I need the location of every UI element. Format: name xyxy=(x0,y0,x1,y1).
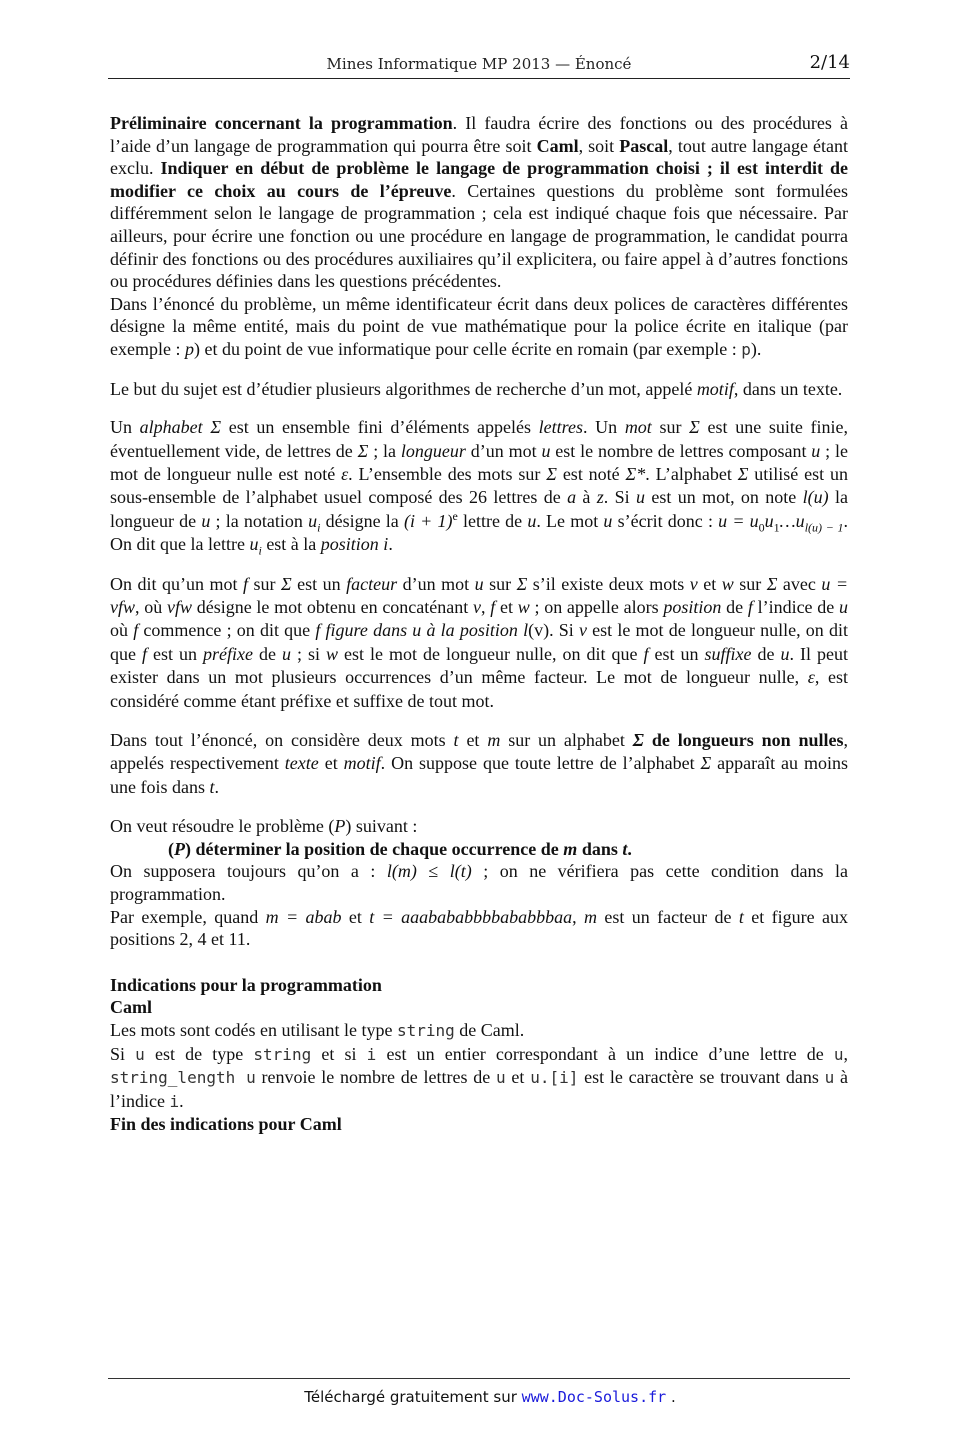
text-run: v xyxy=(689,573,698,594)
text-run: (i + 1) xyxy=(403,510,453,531)
text-run: est un entier correspondant à un indice d’une lettre de xyxy=(376,1043,834,1064)
text-run: Σ xyxy=(546,463,557,484)
text-run: ; la notation xyxy=(210,510,309,531)
text-run: à xyxy=(576,487,597,508)
indications-line-2 xyxy=(110,1043,848,1114)
probleme-statement: (P) déterminer la position de chaque occurrence de m dans t. xyxy=(168,838,632,859)
text-run: ; la xyxy=(368,440,401,461)
text-run: position i xyxy=(320,534,389,555)
paragraph-alphabet xyxy=(110,416,848,556)
text-run: lettre de xyxy=(457,510,528,531)
text-run: apparaît au moins une fois dans xyxy=(110,753,848,797)
text-run: alphabet xyxy=(139,417,203,438)
text-run: déterminer la position de chaque occurrence de xyxy=(191,838,564,859)
text-run: l’indice de xyxy=(752,596,840,617)
text-run: Σ xyxy=(210,417,222,438)
text-run: f xyxy=(133,620,139,641)
text-run: string xyxy=(253,1044,312,1064)
text-run: 1 xyxy=(773,520,780,535)
text-run: , où xyxy=(135,596,167,617)
text-run: Les mots sont codés en utilisant le type xyxy=(110,1019,397,1040)
text-run: , dans un texte. xyxy=(733,378,843,399)
text-run: est un xyxy=(147,643,204,664)
text-run: l(u) − 1 xyxy=(804,520,844,535)
text-run: ε xyxy=(807,667,815,688)
text-run: est le mot de longueur nulle, on dit que xyxy=(338,643,644,664)
text-run: u xyxy=(603,510,613,531)
text-run: string_length u xyxy=(110,1068,256,1088)
text-run: i xyxy=(169,1091,180,1111)
text-run: f xyxy=(242,573,248,594)
header-title: Mines Informatique MP 2013 — Énoncé xyxy=(326,55,632,73)
indications-line-1 xyxy=(110,1019,848,1043)
probleme-exemple xyxy=(110,906,848,951)
text-run: Le but du sujet est d’étudier plusieurs algorithmes de recherche d’un mot, appelé xyxy=(110,378,697,399)
text-run: . Si xyxy=(603,487,637,508)
text-run: . On suppose que toute lettre de l’alphabet xyxy=(380,753,701,774)
text-run: lettres xyxy=(538,417,583,438)
text-run: Caml xyxy=(110,997,152,1018)
text-run: ) et du point de vue informatique pour celle écrite en romain (par exemple : xyxy=(193,338,742,359)
text-run: sur xyxy=(247,573,281,594)
text-run: f figure dans u à la position l xyxy=(315,620,529,641)
text-run: Pascal xyxy=(619,135,669,156)
paragraph-but xyxy=(110,378,848,401)
text-run: u xyxy=(308,510,318,531)
text-run: Indiquer en début de problème le langage de programmation choisi ; il est interdit de modifier ce choix au cours de l’épreuve xyxy=(110,158,848,201)
text-run: ε xyxy=(341,463,349,484)
text-run: d’un mot xyxy=(397,573,475,594)
indications-fin xyxy=(110,1113,848,1136)
text-run: u xyxy=(282,643,291,664)
text-run: Fin des indications pour Caml xyxy=(110,1114,342,1135)
text-run: u = vfw xyxy=(110,573,849,617)
text-run xyxy=(805,520,844,534)
text-run: sur xyxy=(651,417,690,438)
text-run: , appelés respectivement xyxy=(110,730,848,774)
text-run: ; le mot de longueur nulle est noté xyxy=(110,440,848,484)
text-run: a xyxy=(567,487,577,508)
text-run: . L’ensemble des mots sur xyxy=(348,463,547,484)
paragraph-enonce xyxy=(110,729,848,799)
text-run: et xyxy=(318,753,344,774)
text-run: , xyxy=(843,1043,848,1064)
text-run: et xyxy=(505,1067,531,1088)
text-run: est de type xyxy=(144,1043,254,1064)
text-run: est un xyxy=(648,643,705,664)
text-run: longueur xyxy=(400,440,466,461)
text-run: On supposera toujours qu’on a : xyxy=(110,861,387,882)
text-run: Un xyxy=(110,417,140,438)
text-run: , soit xyxy=(578,135,620,156)
page-number: 2/14 xyxy=(809,52,850,73)
text-run: est un facteur de xyxy=(597,906,739,927)
text-run: . Le mot xyxy=(536,510,604,531)
paragraph-police xyxy=(110,293,848,362)
text-run: position xyxy=(663,596,722,617)
text-run: texte xyxy=(284,753,319,774)
text-run: Σ xyxy=(516,573,528,594)
preliminaire-title: Préliminaire concernant la programmation xyxy=(110,113,453,133)
text-run: désigne le mot obtenu en concaténant xyxy=(191,596,473,617)
text-run: Indications pour la programmation xyxy=(110,974,382,995)
page-body xyxy=(110,112,848,1136)
text-run: . xyxy=(179,1090,184,1111)
text-run: Si xyxy=(110,1043,136,1064)
text-run: u xyxy=(833,1044,844,1064)
text-run: u xyxy=(201,510,211,531)
text-run: t xyxy=(453,730,459,750)
text-run: u xyxy=(474,573,484,594)
text-run: t xyxy=(738,906,744,927)
text-run: . On dit que la lettre xyxy=(110,510,848,555)
text-run: v xyxy=(578,620,587,641)
text-run: . Il faudra écrire des fonctions ou des procédures à l’aide d’un langage de programmation qui pourra être soit xyxy=(110,113,848,156)
text-run: u.[i] xyxy=(530,1068,579,1088)
text-run: Σ xyxy=(700,753,712,774)
text-run: ; si xyxy=(291,643,327,664)
text-run: sur un alphabet xyxy=(500,730,633,750)
text-run: et xyxy=(697,573,722,594)
paragraph-preliminaire xyxy=(110,112,848,293)
page-header xyxy=(108,52,850,79)
footer-divider xyxy=(108,1378,850,1379)
text-run: m xyxy=(584,906,598,927)
text-run: u xyxy=(839,596,849,617)
text-run: Caml xyxy=(536,135,579,156)
text-run: est le nombre de lettres composant xyxy=(550,440,812,461)
text-run: On veut résoudre le problème ( xyxy=(110,816,335,837)
text-run: Dans tout l’énoncé, on considère deux mots xyxy=(110,730,454,750)
text-run: . Un xyxy=(582,417,625,438)
text-run: facteur xyxy=(346,573,398,594)
text-run: Par exemple, quand xyxy=(110,906,266,927)
text-run: l(u) xyxy=(802,487,829,508)
text-run: f xyxy=(490,596,496,617)
text-run: Σ xyxy=(632,730,644,750)
text-run: avec xyxy=(777,573,822,594)
text-run: et xyxy=(495,596,518,617)
text-run: Σ xyxy=(766,573,778,594)
text-run: u xyxy=(636,487,646,508)
text-run: . xyxy=(388,534,393,555)
text-run: de Caml. xyxy=(454,1019,525,1040)
text-run: renvoie le nombre de lettres de xyxy=(255,1067,497,1088)
text-run: string xyxy=(396,1020,455,1040)
text-run: p xyxy=(741,339,751,359)
text-run: u xyxy=(527,510,537,531)
text-run: est un mot, on note xyxy=(645,487,803,508)
probleme-intro xyxy=(110,815,848,838)
text-run: s’écrit donc : xyxy=(612,510,719,531)
indications-caml-heading xyxy=(110,996,848,1019)
text-run: et si xyxy=(311,1043,367,1064)
text-run: f xyxy=(142,643,148,664)
text-run: dans xyxy=(577,838,623,859)
text-run: u = u xyxy=(718,510,759,531)
text-run: ). xyxy=(750,338,762,359)
text-run: m xyxy=(487,730,501,750)
text-run: est noté xyxy=(556,463,626,484)
text-run: m = abab xyxy=(265,906,342,927)
text-run: commence ; on dit que xyxy=(138,620,316,641)
text-run: f xyxy=(747,596,753,617)
text-run: à l’indice xyxy=(110,1067,848,1111)
text-run: . xyxy=(214,776,219,797)
text-run: ; on appelle alors xyxy=(529,596,664,617)
text-run: i xyxy=(258,543,262,558)
text-run: m xyxy=(563,838,578,859)
probleme-hypothese xyxy=(110,860,848,905)
text-run: w xyxy=(326,643,339,664)
text-run: u xyxy=(811,440,821,461)
text-run xyxy=(633,730,644,750)
text-run: u xyxy=(541,440,551,461)
text-run: t xyxy=(622,838,628,859)
text-run: e xyxy=(452,508,458,523)
text-run: Σ xyxy=(357,440,369,461)
text-run: P xyxy=(334,816,346,837)
text-run: la longueur de xyxy=(110,487,848,531)
text-run: l(t) xyxy=(449,861,472,882)
text-run: P xyxy=(174,838,185,859)
text-run: t = aaabababbbbababbbaa xyxy=(369,906,573,927)
text-run: est une suite finie, éventuellement vide, de lettres de xyxy=(110,417,849,461)
text-run: motif xyxy=(696,378,734,399)
text-run: et xyxy=(341,906,370,927)
text-run: désigne la xyxy=(320,510,404,531)
text-run: u xyxy=(135,1044,145,1064)
text-run: . Si xyxy=(549,620,579,641)
text-run: est un ensemble fini d’éléments appelés xyxy=(221,417,539,438)
text-run: Σ xyxy=(280,573,292,594)
text-run: . Il peut exister dans un mot plusieurs occurrences d’un même facteur. Le mot de longueur nulle, xyxy=(110,643,848,688)
text-run: est un xyxy=(291,573,347,594)
text-run: est le caractère se trouvant dans xyxy=(578,1067,825,1088)
text-run: f xyxy=(643,643,649,664)
text-run: u xyxy=(764,510,774,531)
text-run: est à la xyxy=(261,534,321,555)
text-run: , xyxy=(572,906,585,927)
text-run: Dans l’énoncé du problème, un même identificateur écrit dans deux polices de caractères différentes désigne la même entité, mais du point de vue mathématique pour la police écrite en italique (par exemple : xyxy=(110,293,848,359)
text-run: ; on ne vérifiera pas cette condition dans la programmation. xyxy=(110,861,849,904)
text-run: de longueurs non nulles xyxy=(651,730,844,750)
text-run: Σ* xyxy=(625,463,646,484)
text-run: z xyxy=(596,487,604,508)
text-run: s’il existe deux mots xyxy=(527,573,690,594)
text-run: de xyxy=(751,643,781,664)
text-run: et xyxy=(458,730,488,750)
text-run: et figure aux positions 2, 4 et 11. xyxy=(110,906,848,950)
text-run: utilisé est un sous-ensemble de l’alphabet usuel composé des 26 lettres de xyxy=(110,463,848,508)
text-run: motif xyxy=(343,753,381,774)
text-run: v xyxy=(473,596,481,617)
text-run: u xyxy=(496,1068,506,1088)
text-run: vfw xyxy=(166,596,192,617)
text-run: i xyxy=(366,1044,377,1064)
text-run: Σ xyxy=(737,463,749,484)
text-run: d’un mot xyxy=(465,440,542,461)
text-run: (v) xyxy=(528,620,550,641)
text-run: , tout autre langage étant exclu. xyxy=(110,135,848,179)
text-run: …u xyxy=(779,510,805,531)
text-run: , xyxy=(481,596,491,617)
text-run: sur xyxy=(483,573,517,594)
text-run: t xyxy=(209,776,215,797)
text-run: sur xyxy=(733,573,767,594)
text-run: . Certaines questions du problème sont formulées différemment selon le langage de programmation ; cela est indiqué chaque fois que nécessaire. Par ailleurs, pour écrire une fonction ou une procédure en langage de programmation, le candidat pourra définir des fonctions ou des procédures auxiliaires qu’il explicitera, ou faire appel à d’autres fonctions ou procédures définies dans les questions précédentes. xyxy=(110,180,848,292)
paragraph-facteur xyxy=(110,573,848,713)
text-run: ) suivant : xyxy=(345,816,418,837)
text-run: de xyxy=(721,596,748,617)
text-run: On dit qu’un mot xyxy=(110,573,243,594)
text-run: i xyxy=(317,520,321,535)
text-run: l(m) xyxy=(386,861,417,882)
text-run: préfixe xyxy=(203,643,253,664)
text-run: . xyxy=(627,838,632,859)
text-run: Σ xyxy=(689,417,700,438)
page-footer: Téléchargé gratuitement sur www.Doc-Solus.fr . xyxy=(304,1388,676,1406)
indications-title xyxy=(110,974,848,997)
text-run: u xyxy=(780,643,790,664)
text-run: p xyxy=(184,338,194,359)
text-run: . L’alphabet xyxy=(645,463,738,484)
text-run: est le mot de longueur nulle, on dit que xyxy=(110,620,849,664)
text-run: ≤ xyxy=(416,861,450,882)
text-run: 0 xyxy=(758,520,765,535)
text-run: u xyxy=(824,1068,835,1088)
text-run: , est considéré comme étant préfixe et suffixe de tout mot. xyxy=(110,667,848,711)
text-run: u xyxy=(249,534,259,555)
text-run: de xyxy=(253,643,282,664)
text-run: mot xyxy=(624,417,652,438)
text-run: w xyxy=(721,573,734,594)
text-run: où xyxy=(110,620,134,641)
doc-solus-link[interactable]: www.Doc-Solus.fr xyxy=(521,1388,667,1406)
text-run: w xyxy=(517,596,530,617)
text-run: suffixe xyxy=(704,643,752,664)
